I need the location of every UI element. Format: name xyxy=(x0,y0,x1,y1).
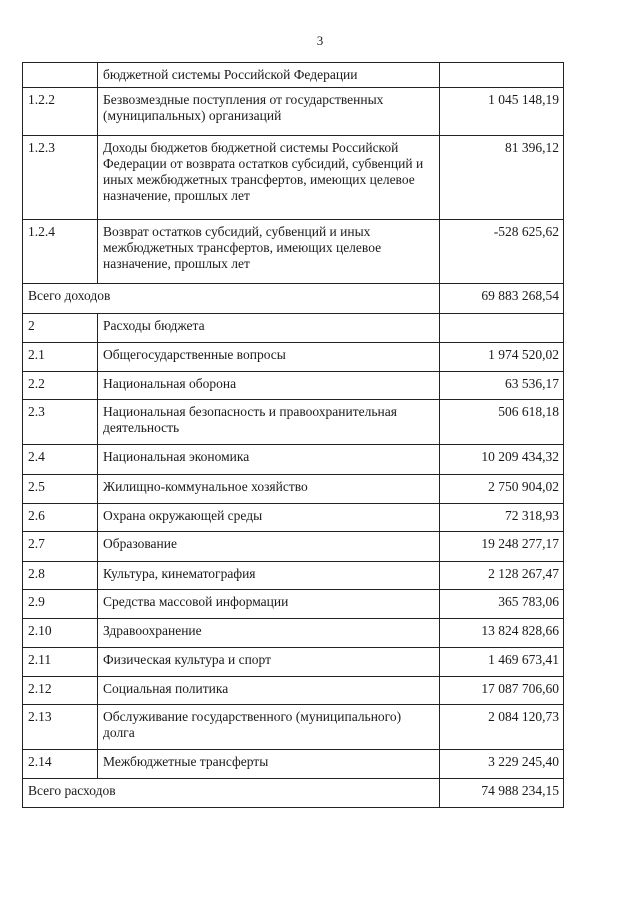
row-code: 2.10 xyxy=(23,619,98,648)
row-code: 2.12 xyxy=(23,677,98,705)
row-code: 2.4 xyxy=(23,445,98,475)
row-amount: 17 087 706,60 xyxy=(440,677,564,705)
row-code: 2.5 xyxy=(23,475,98,504)
table-row xyxy=(23,619,564,648)
row-name: Социальная политика xyxy=(98,677,440,705)
row-code: 1.2.2 xyxy=(23,88,98,136)
row-code: 1.2.4 xyxy=(23,220,98,284)
row-amount: 2 084 120,73 xyxy=(440,705,564,750)
row-name: Физическая культура и спорт xyxy=(98,648,440,677)
table-row xyxy=(23,590,564,619)
row-amount: 1 045 148,19 xyxy=(440,88,564,136)
table-row xyxy=(23,343,564,372)
table-row xyxy=(23,750,564,779)
income-total-label: Всего доходов xyxy=(23,284,440,314)
row-code: 1.2.3 xyxy=(23,136,98,220)
row-name: бюджетной системы Российской Федерации xyxy=(98,63,440,88)
row-amount: 3 229 245,40 xyxy=(440,750,564,779)
table-row xyxy=(23,372,564,400)
row-code: 2.3 xyxy=(23,400,98,445)
row-name: Национальная безопасность и правоохранительная деятельность xyxy=(98,400,440,445)
row-code: 2.7 xyxy=(23,532,98,562)
row-name: Расходы бюджета xyxy=(98,314,440,343)
row-name: Общегосударственные вопросы xyxy=(98,343,440,372)
row-code: 2.1 xyxy=(23,343,98,372)
row-code: 2.13 xyxy=(23,705,98,750)
table-row xyxy=(23,475,564,504)
row-name: Национальная экономика xyxy=(98,445,440,475)
row-name: Возврат остатков субсидий, субвенций и иных межбюджетных трансфертов, имеющих целевое назначение, прошлых лет xyxy=(98,220,440,284)
row-amount: 13 824 828,66 xyxy=(440,619,564,648)
row-name: Обслуживание государственного (муниципального) долга xyxy=(98,705,440,750)
row-amount xyxy=(440,63,564,88)
row-code: 2.6 xyxy=(23,504,98,532)
table-row xyxy=(23,136,564,220)
row-name: Охрана окружающей среды xyxy=(98,504,440,532)
table-row xyxy=(23,705,564,750)
table-row xyxy=(23,648,564,677)
table-row xyxy=(23,314,564,343)
expense-total-row xyxy=(23,779,564,808)
row-amount: 81 396,12 xyxy=(440,136,564,220)
row-amount: 19 248 277,17 xyxy=(440,532,564,562)
expense-total-amount: 74 988 234,15 xyxy=(440,779,564,808)
row-code xyxy=(23,63,98,88)
row-code: 2.9 xyxy=(23,590,98,619)
row-code: 2.2 xyxy=(23,372,98,400)
row-amount: 365 783,06 xyxy=(440,590,564,619)
table-row xyxy=(23,445,564,475)
row-name: Культура, кинематография xyxy=(98,562,440,590)
row-amount: 10 209 434,32 xyxy=(440,445,564,475)
row-amount: 72 318,93 xyxy=(440,504,564,532)
row-code: 2.8 xyxy=(23,562,98,590)
row-amount xyxy=(440,314,564,343)
budget-table-body xyxy=(23,63,564,808)
table-row xyxy=(23,220,564,284)
table-row xyxy=(23,677,564,705)
row-amount: 2 128 267,47 xyxy=(440,562,564,590)
page-number: 3 xyxy=(316,33,324,48)
expense-total-label: Всего расходов xyxy=(23,779,440,808)
row-amount: 506 618,18 xyxy=(440,400,564,445)
table-row xyxy=(23,63,564,88)
income-total-amount: 69 883 268,54 xyxy=(440,284,564,314)
row-code: 2.14 xyxy=(23,750,98,779)
row-name: Национальная оборона xyxy=(98,372,440,400)
row-name: Жилищно-коммунальное хозяйство xyxy=(98,475,440,504)
row-name: Здравоохранение xyxy=(98,619,440,648)
row-amount: 1 469 673,41 xyxy=(440,648,564,677)
row-amount: 2 750 904,02 xyxy=(440,475,564,504)
row-amount: 63 536,17 xyxy=(440,372,564,400)
table-row xyxy=(23,400,564,445)
row-amount: 1 974 520,02 xyxy=(440,343,564,372)
row-amount: -528 625,62 xyxy=(440,220,564,284)
row-name: Безвозмездные поступления от государственных (муниципальных) организаций xyxy=(98,88,440,136)
income-total-row xyxy=(23,284,564,314)
table-row xyxy=(23,562,564,590)
row-name: Средства массовой информации xyxy=(98,590,440,619)
table-row xyxy=(23,532,564,562)
row-name: Доходы бюджетов бюджетной системы Российской Федерации от возврата остатков субсидий, субвенций и иных межбюджетных трансфертов, имеющих целевое назначение, прошлых лет xyxy=(98,136,440,220)
row-name: Образование xyxy=(98,532,440,562)
row-name: Межбюджетные трансферты xyxy=(98,750,440,779)
table-row xyxy=(23,88,564,136)
row-code: 2 xyxy=(23,314,98,343)
row-code: 2.11 xyxy=(23,648,98,677)
table-row xyxy=(23,504,564,532)
budget-table xyxy=(22,62,564,808)
